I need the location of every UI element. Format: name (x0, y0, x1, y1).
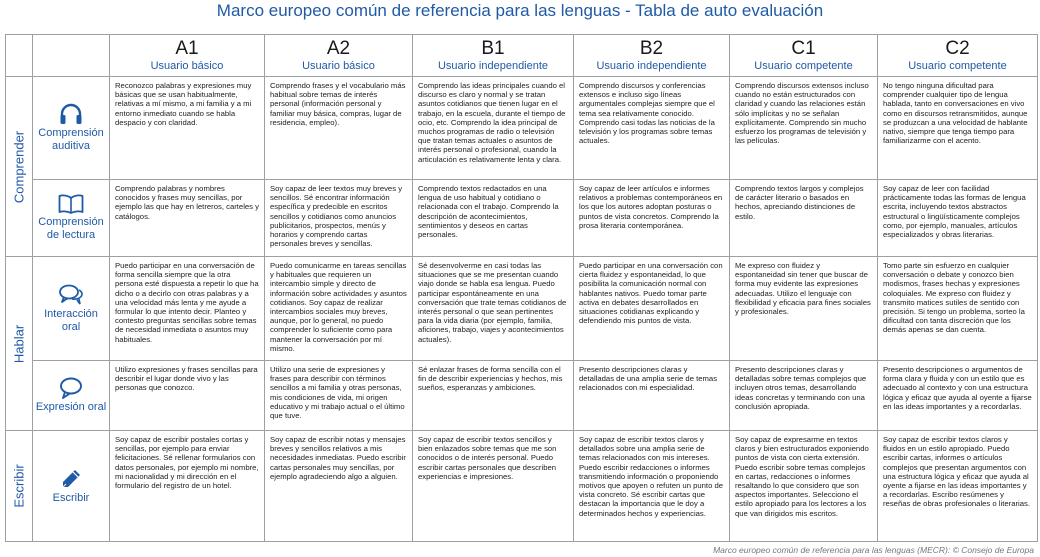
level-code: B2 (639, 38, 664, 59)
row-interaccion-oral (6, 257, 1038, 361)
descriptor-cell: Presento descripciones claras y detalladas de una amplia serie de temas relacionados con mi especialidad. (574, 361, 730, 431)
skill-comprension-auditiva (33, 77, 110, 180)
descriptor-cell: Sé desenvolverme en casi todas las situaciones que se me presentan cuando viajo donde se habla esa lengua. Puedo participar espontáneamente en una conversación que trate temas cotidianos de interés personal o que sean pertinentes para la vida diaria (por ejemplo, familia, aficiones, trabajo, viajes y acontecimientos actuales). (413, 257, 574, 361)
category-comprender (6, 77, 33, 257)
skill-label: Expresión oral (35, 401, 107, 413)
corner-cell (33, 35, 110, 77)
speech-bubble-icon (59, 377, 83, 399)
descriptor-cell: Soy capaz de expresarme en textos claros y bien estructurados exponiendo puntos de vista con cierta extensión. Puedo escribir sobre temas complejos en cartas, redacciones o informes resaltando lo que considero que son aspectos importantes. Selecciono el estilo apropiado para los lectores a los que van dirigidos mis escritos. (730, 431, 878, 542)
skill-label: Interacción oral (44, 307, 98, 333)
descriptor-cell: Comprendo frases y el vocabulario más habitual sobre temas de interés personal (información personal y familiar muy básica, compras, lugar de residencia, empleo). (265, 77, 413, 180)
descriptor-cell: Me expreso con fluidez y espontaneidad sin tener que buscar de forma muy evidente las expresiones adecuadas. Utilizo el lenguaje con flexibilidad y eficacia para fines sociales y profesionales. (730, 257, 878, 361)
descriptor-cell: Puedo comunicarme en tareas sencillas y habituales que requieren un intercambio simple y directo de información sobre actividades y asuntos cotidianos. Soy capaz de realizar intercambios sociales muy breves, aunque, por lo general, no puedo comprender lo suficiente como para mantener la conversación por mí mismo. (265, 257, 413, 361)
descriptor-cell: Presento descripciones o argumentos de forma clara y fluida y con un estilo que es adecuado al contexto y con una estructura lógica y eficaz que ayuda al oyente a fijarse en las ideas importantes y a recordarlas. (878, 361, 1038, 431)
skill-escribir (33, 431, 110, 542)
level-header-row (6, 35, 1038, 77)
footer-credit: Marco europeo común de referencia para las lenguas (MECR): © Consejo de Europa (713, 545, 1034, 555)
level-label: Usuario independiente (596, 60, 707, 72)
descriptor-cell: Sé enlazar frases de forma sencilla con el fin de describir experiencias y hechos, mis sueños, esperanzas y ambiciones. (413, 361, 574, 431)
level-header (265, 35, 413, 77)
category-label: Escribir (11, 464, 27, 508)
skill-label: Comprensión auditiva (38, 127, 104, 152)
descriptor-cell: Comprendo textos largos y complejos de carácter literario o basados en hechos, apreciando distinciones de estilo. (730, 180, 878, 257)
corner-cell (6, 35, 33, 77)
book-icon (58, 194, 84, 214)
level-label: Usuario competente (754, 60, 853, 72)
page-title: Marco europeo común de referencia para las lenguas - Tabla de auto evaluación (216, 1, 824, 20)
speech-bubbles-icon (58, 284, 84, 306)
descriptor-cell: Puedo participar en una conversación con cierta fluidez y espontaneidad, lo que posibilita la comunicación normal con hablantes nativos. Puedo tomar parte activa en debates desarrollados en situaciones cotidianas explicando y defendiendo mis puntos de vista. (574, 257, 730, 361)
descriptor-cell: Soy capaz de leer con facilidad prácticamente todas las formas de lengua escrita, incluyendo textos abstractos estructural o lingüísticamente complejos como, por ejemplo, manuales, artículos especializados y obras literarias. (878, 180, 1038, 257)
descriptor-cell: Comprendo discursos y conferencias extensos e incluso sigo líneas argumentales complejas siempre que el tema sea relativamente conocido. Comprendo casi todas las noticias de la televisión y los programas sobre temas actuales. (574, 77, 730, 180)
descriptor-cell: Utilizo una serie de expresiones y frases para describir con términos sencillos a mi familia y otras personas, mis condiciones de vida, mi origen educativo y mi trabajo actual o el último que tuve. (265, 361, 413, 431)
level-label: Usuario básico (150, 60, 224, 72)
descriptor-cell: Reconozco palabras y expresiones muy básicas que se usan habitualmente, relativas a mí mismo, a mi familia y a mi entorno inmediato cuando se habla despacio y con claridad. (110, 77, 265, 180)
descriptor-cell: Tomo parte sin esfuerzo en cualquier conversación o debate y conozco bien modismos, frases hechas y expresiones coloquiales. Me expreso con fluidez y transmito matices sutiles de sentido con precisión. Si tengo un problema, sorteo la dificultad con tanta discreción que los demás apenas se dan cuenta. (878, 257, 1038, 361)
descriptor-cell: No tengo ninguna dificultad para comprender cualquier tipo de lengua hablada, tanto en conversaciones en vivo como en discursos retransmitidos, aunque se produzcan a una velocidad de hablante nativo, siempre que tenga tiempo para familiarizarme con el acento. (878, 77, 1038, 180)
category-label: Hablar (11, 324, 27, 363)
category-hablar (6, 257, 33, 431)
level-header (574, 35, 730, 77)
descriptor-cell: Comprendo las ideas principales cuando el discurso es claro y normal y se tratan asuntos cotidianos que tienen lugar en el trabajo, en la escuela, durante el tiempo de ocio, etc. Comprendo la idea principal de muchos programas de radio o televisión que tratan temas actuales o asuntos de interés personal o profesional, cuando la articulación es relativamente lenta y clara. (413, 77, 574, 180)
descriptor-cell: Comprendo discursos extensos incluso cuando no están estructurados con claridad y cuando las relaciones están sólo implícitas y no se señalan explícitamente. Comprendo sin mucho esfuerzo los programas de televisión y las películas. (730, 77, 878, 180)
level-code: A1 (175, 38, 199, 59)
level-label: Usuario básico (302, 60, 375, 72)
descriptor-cell: Soy capaz de escribir textos claros y detallados sobre una amplia serie de temas relacionados con mis intereses. Puedo escribir redacciones o informes transmitiendo información o proponiendo motivos que apoyen o refuten un punto de vista concreto. Sé escribir cartas que destacan la importancia que le doy a determinados hechos y experiencias. (574, 431, 730, 542)
skill-label: Comprensión de lectura (38, 216, 104, 241)
descriptor-cell: Soy capaz de escribir textos claros y fluidos en un estilo apropiado. Puedo escribir cartas, informes o artículos complejos que presentan argumentos con una estructura lógica y eficaz que ayuda al oyente a fijarse en las ideas importantes y a recordarlas. Escribo resúmenes y reseñas de obras profesionales o literarias. (878, 431, 1038, 542)
level-header (110, 35, 265, 77)
level-code: C1 (791, 38, 816, 59)
level-code: A2 (326, 38, 351, 59)
descriptor-cell: Utilizo expresiones y frases sencillas para describir el lugar donde vivo y las personas que conozco. (110, 361, 265, 431)
descriptor-cell: Comprendo textos redactados en una lengua de uso habitual y cotidiano o relacionada con el trabajo. Comprendo la descripción de acontecimientos, sentimientos y deseos en cartas personales. (413, 180, 574, 257)
category-label: Comprender (11, 130, 27, 203)
descriptor-cell: Comprendo palabras y nombres conocidos y frases muy sencillas, por ejemplo las que hay en letreros, carteles y catálogos. (110, 180, 265, 257)
descriptor-cell: Soy capaz de escribir postales cortas y sencillas, por ejemplo para enviar felicitaciones. Sé rellenar formularios con datos personales, por ejemplo mi nombre, mi nacionalidad y mi dirección en el formulario del registro de un hotel. (110, 431, 265, 542)
headphones-icon (59, 103, 83, 125)
row-comprension-auditiva (6, 77, 1038, 180)
descriptor-cell: Soy capaz de escribir textos sencillos y bien enlazados sobre temas que me son conocidos o de interés personal. Puedo escribir cartas personales que describen experiencias e impresiones. (413, 431, 574, 542)
descriptor-cell: Soy capaz de leer artículos e informes relativos a problemas contemporáneos en los que los autores adoptan posturas o puntos de vista concretos. Comprendo la prosa literaria contemporánea. (574, 180, 730, 257)
level-code: C2 (945, 38, 970, 59)
level-header (878, 35, 1038, 77)
row-comprension-lectura (6, 180, 1038, 257)
descriptor-cell: Soy capaz de escribir notas y mensajes breves y sencillos relativos a mis necesidades inmediatas. Puedo escribir cartas personales muy sencillas, por ejemplo agradeciendo algo a alguien. (265, 431, 413, 542)
skill-interaccion-oral (33, 257, 110, 361)
category-escribir (6, 431, 33, 542)
descriptor-cell: Puedo participar en una conversación de forma sencilla siempre que la otra persona esté dispuesta a repetir lo que ha dicho o a decirlo con otras palabras y a una velocidad más lenta y me ayude a formular lo que intento decir. Planteo y contesto preguntas sencillas sobre temas de necesidad inmediata o asuntos muy habituales. (110, 257, 265, 361)
descriptor-cell: Soy capaz de leer textos muy breves y sencillos. Sé encontrar información específica y predecible en escritos sencillos y cotidianos como anuncios publicitarios, prospectos, menús y horarios y comprendo cartas personales breves y sencillas. (265, 180, 413, 257)
skill-label: Escribir (52, 491, 90, 504)
self-assessment-table (5, 34, 1038, 542)
level-code: B1 (481, 38, 505, 59)
descriptor-cell: Presento descripciones claras y detalladas sobre temas complejos que incluyen otros temas, desarrollando ideas concretas y terminando con una conclusión apropiada. (730, 361, 878, 431)
pen-icon (60, 468, 82, 490)
level-header (413, 35, 574, 77)
level-header (730, 35, 878, 77)
row-escribir (6, 431, 1038, 542)
level-label: Usuario independiente (437, 60, 549, 72)
level-label: Usuario competente (908, 60, 1007, 72)
skill-comprension-lectura (33, 180, 110, 257)
row-expresion-oral (6, 361, 1038, 431)
skill-expresion-oral (33, 361, 110, 431)
